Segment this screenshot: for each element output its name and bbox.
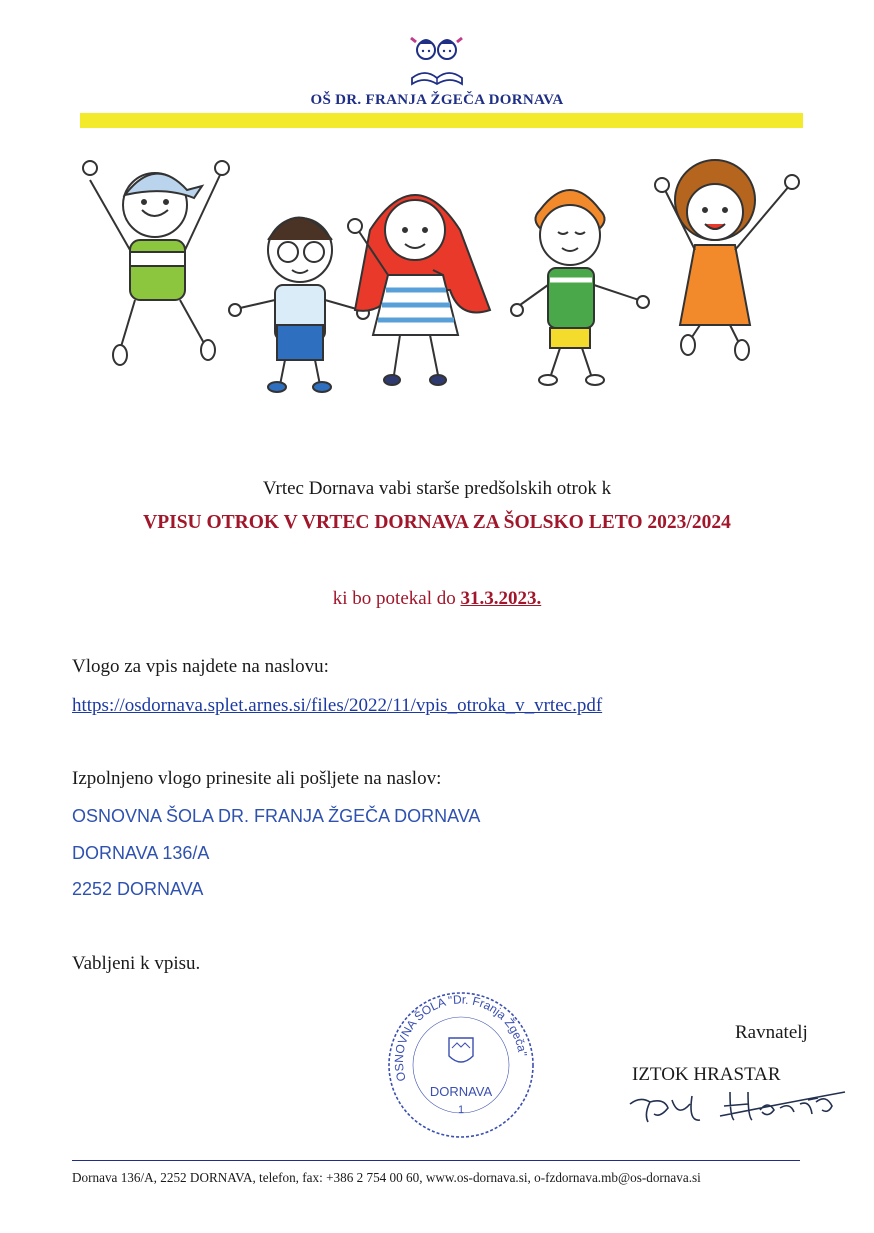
deadline-prefix: ki bo potekal do	[332, 588, 456, 609]
school-stamp-icon	[386, 990, 536, 1140]
address-line-city: 2252 DORNAVA	[72, 879, 204, 899]
stamp-number: 1	[457, 1104, 465, 1116]
footer-contact: Dornava 136/A, 2252 DORNAVA, telefon, fax: +386 2 754 00 60, www.os-dornava.si, o-fzdornava.mb@os-dornava.si	[72, 1170, 701, 1185]
submit-label: Izpolnjeno vlogo prinesite ali pošljete na naslov:	[72, 768, 442, 789]
closing-text: Vabljeni k vpisu.	[72, 953, 201, 974]
children-illustration-icon	[70, 140, 810, 400]
handwritten-signature-icon	[620, 1082, 850, 1128]
school-name: OŠ DR. FRANJA ŽGEČA DORNAVA	[310, 92, 564, 108]
signer-title: Ravnatelj	[735, 1022, 808, 1043]
form-link[interactable]: https://osdornava.splet.arnes.si/files/2022/11/vpis_otroka_v_vrtec.pdf	[72, 695, 603, 716]
deadline-text	[0, 588, 874, 610]
enrollment-headline: VPISU OTROK V VRTEC DORNAVA ZA ŠOLSKO LETO 2023/2024	[143, 512, 731, 533]
intro-text: Vrtec Dornava vabi starše predšolskih otrok k	[262, 478, 612, 499]
address-line-school: OSNOVNA ŠOLA DR. FRANJA ŽGEČA DORNAVA	[72, 806, 481, 826]
stamp-circle-text: OSNOVNA ŠOLA "Dr. Franja Žgeča"	[391, 992, 530, 1083]
form-label: Vlogo za vpis najdete na naslovu:	[72, 656, 329, 677]
address-line-street: DORNAVA 136/A	[72, 843, 210, 863]
stamp-place: DORNAVA	[429, 1084, 493, 1099]
footer-divider	[72, 1160, 800, 1161]
signer-name: IZTOK HRASTAR	[632, 1064, 781, 1085]
deadline-date: 31.3.2023.	[460, 588, 542, 609]
header-accent-bar	[80, 113, 803, 128]
school-logo-icon	[402, 34, 472, 92]
